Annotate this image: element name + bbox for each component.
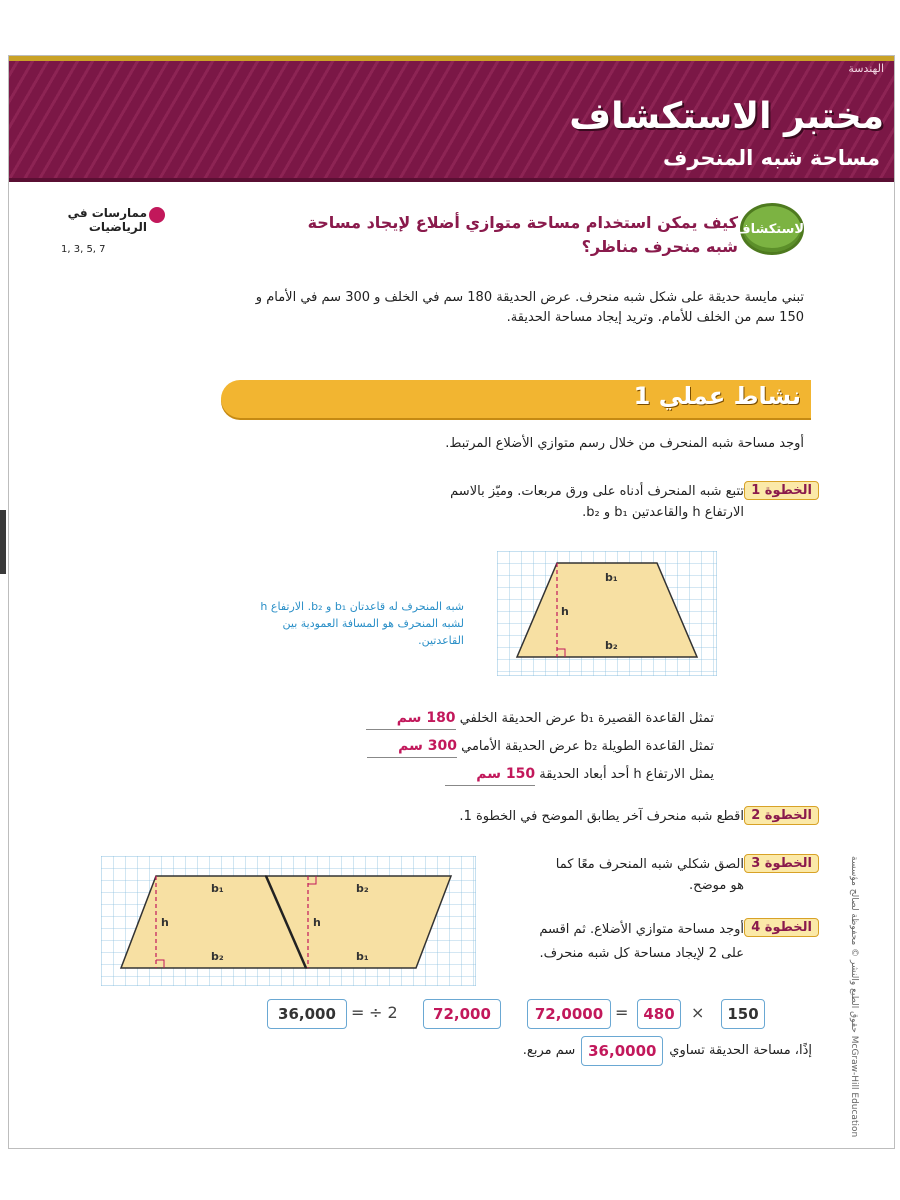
copyright-credit: حقوق الطبع والنشر © محفوظة لصالح مؤسسة McGraw-Hill Education bbox=[849, 856, 859, 1138]
label-h: h bbox=[561, 605, 569, 618]
label-right-b1: b₁ bbox=[356, 950, 369, 963]
eq1-equals: = bbox=[615, 1003, 629, 1022]
page-title: مختبر الاستكشاف bbox=[569, 96, 884, 137]
activity-instruction: أوجد مساحة شبه المنحرف من خلال رسم متوازي الأضلاع المرتبط. bbox=[445, 436, 804, 451]
eq2-dividend: 72,000 bbox=[423, 999, 501, 1029]
header-banner bbox=[9, 56, 894, 182]
trapezoid-diagram bbox=[497, 551, 717, 676]
label-right-b2: b₂ bbox=[356, 882, 369, 895]
final-prefix: إذًا، مساحة الحديقة تساوي bbox=[669, 1043, 812, 1058]
trapezoid-note: شبه المنحرف له قاعدتان b₁ و b₂. الارتفاع h لشبه المنحرف هو المسافة العمودية بين القاعدتين. bbox=[260, 600, 464, 647]
label-left-h: h bbox=[161, 916, 169, 929]
textbook-page bbox=[8, 55, 895, 1149]
step-1-text: تتبع شبه المنحرف أدناه على ورق مربعات. وميّز بالاسم الارتفاع h والقاعدتين b₁ و b₂. bbox=[450, 484, 744, 520]
label-right-h: h bbox=[313, 916, 321, 929]
intro-paragraph: تبني مايسة حديقة على شكل شبه منحرف. عرض الحديقة 180 سم في الخلف و 300 سم في الأمام و 150 سم من الخلف للأمام. وتريد إيجاد مساحة الحديقة. bbox=[255, 290, 804, 325]
label-b1: b₁ bbox=[605, 571, 618, 584]
label-left-b1: b₁ bbox=[211, 882, 224, 895]
activity-title: نشاط عملي 1 bbox=[633, 382, 801, 410]
fill-1-text: تمثل القاعدة القصيرة b₁ عرض الحديقة الخلفي bbox=[459, 711, 714, 726]
step-4-label: الخطوة 4 bbox=[744, 918, 819, 937]
fill-3-text: يمثل الارتفاع h أحد أبعاد الحديقة bbox=[539, 767, 714, 782]
step-1-label: الخطوة 1 bbox=[744, 481, 819, 500]
math-practices-numbers: 1, 3, 5, 7 bbox=[61, 244, 106, 255]
eq1-times: × bbox=[691, 1003, 705, 1022]
page-edge-marker bbox=[0, 510, 6, 574]
activity-banner bbox=[221, 380, 811, 418]
page-subtitle: مساحة شبه المنحرف bbox=[662, 146, 880, 170]
step-2-label: الخطوة 2 bbox=[744, 806, 819, 825]
fill-1-answer: 180 سم bbox=[396, 710, 456, 726]
step-2-text: اقطع شبه منحرف آخر يطابق الموضح في الخطوة 1. bbox=[459, 809, 744, 824]
explore-question: كيف يمكن استخدام مساحة متوازي أضلاع لإيجاد مساحة شبه منحرف مناظر؟ bbox=[307, 213, 738, 256]
fill-row-3 bbox=[254, 764, 714, 786]
fill-3-answer: 150 سم bbox=[476, 766, 536, 782]
eq2-result: 36,000 bbox=[267, 999, 347, 1029]
eq2-divide: ÷ 2 bbox=[369, 1003, 398, 1022]
step-3-label: الخطوة 3 bbox=[744, 854, 819, 873]
fill-2-answer: 300 سم bbox=[398, 738, 457, 754]
step-3-text: الصق شكلي شبه المنحرف معًا كما هو موضح. bbox=[555, 857, 744, 893]
practices-icon bbox=[149, 207, 165, 223]
parallelogram-diagram bbox=[101, 856, 476, 986]
eq1-result: 72,0000 bbox=[527, 999, 611, 1029]
banner-accent-strip bbox=[9, 56, 894, 61]
final-suffix: سم مربع. bbox=[522, 1043, 576, 1058]
math-practices-title: ممارسات في الرياضيات bbox=[67, 206, 147, 234]
eq2-equals: = bbox=[351, 1003, 365, 1022]
explore-badge: الاستكشاف bbox=[740, 203, 804, 255]
fill-row-1 bbox=[254, 708, 714, 730]
final-value: 36,0000 bbox=[581, 1036, 663, 1066]
label-b2: b₂ bbox=[605, 639, 618, 652]
fill-row-2 bbox=[254, 736, 714, 758]
label-left-b2: b₂ bbox=[211, 950, 224, 963]
eq1-factor-a: 150 bbox=[721, 999, 765, 1029]
step-4-text: أوجد مساحة متوازي الأضلاع. ثم اقسم على 2 لإيجاد مساحة كل شبه منحرف. bbox=[539, 922, 744, 961]
fill-2-text: تمثل القاعدة الطويلة b₂ عرض الحديقة الأمامي bbox=[461, 739, 714, 754]
final-answer-row bbox=[252, 1036, 812, 1066]
eq1-factor-b: 480 bbox=[637, 999, 681, 1029]
section-label: الهندسة bbox=[848, 62, 884, 75]
